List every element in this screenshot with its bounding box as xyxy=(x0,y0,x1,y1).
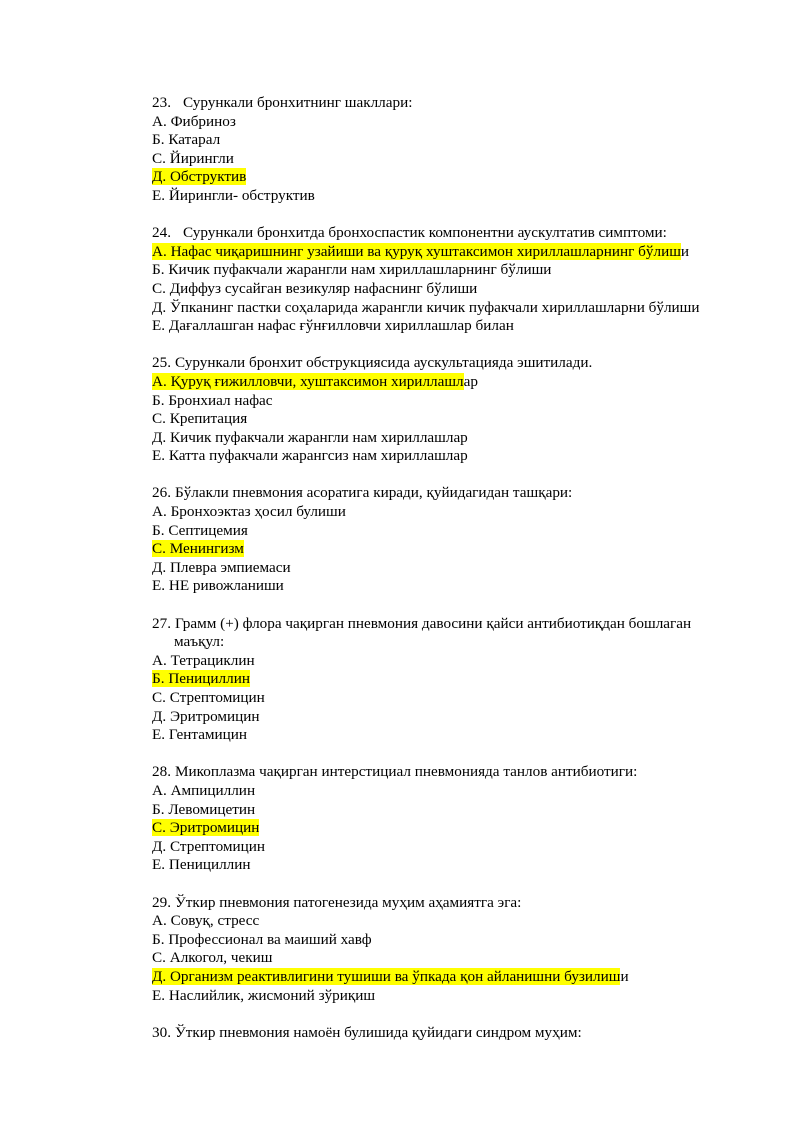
option-label: С. xyxy=(152,410,166,428)
question-number: 28. xyxy=(152,763,171,781)
option-text: Совуқ, стресс xyxy=(170,912,260,930)
answer-option xyxy=(152,689,752,708)
question-number: 25. xyxy=(152,354,171,372)
option-label: Д. xyxy=(152,967,167,985)
option-label: А. xyxy=(152,242,167,260)
question-number: 26. xyxy=(152,484,171,502)
question-number: 29. xyxy=(152,893,171,911)
option-label: С. xyxy=(152,149,166,167)
option-text: Эритромицин xyxy=(169,707,260,725)
answer-option xyxy=(152,392,752,411)
answer-option xyxy=(152,931,752,950)
option-label: Д. xyxy=(152,707,167,725)
option-label: С. xyxy=(152,279,166,297)
answer-option xyxy=(152,912,752,931)
answer-option-correct xyxy=(152,373,752,392)
option-label: С. xyxy=(152,689,166,706)
question-heading xyxy=(152,224,752,243)
question-heading xyxy=(152,615,752,634)
answer-option xyxy=(152,559,752,578)
option-text: Плевра эмпиемаси xyxy=(169,558,291,576)
answer-option xyxy=(152,726,752,745)
answer-option-correct xyxy=(152,243,752,262)
answer-option xyxy=(152,187,752,206)
option-text-tail: и xyxy=(620,967,629,985)
answer-option-correct xyxy=(152,968,752,987)
answer-option-correct xyxy=(152,540,752,559)
option-label: Е. xyxy=(152,856,166,874)
option-text: Қуруқ ғижилловчи, хуштаксимон хириллашл xyxy=(170,372,464,390)
question-block xyxy=(152,1024,752,1043)
answer-option-correct xyxy=(152,670,752,689)
answer-option-correct xyxy=(152,168,752,187)
answer-option xyxy=(152,782,752,801)
answer-option xyxy=(152,150,752,169)
option-spacer xyxy=(167,243,171,260)
answer-option xyxy=(152,261,752,280)
option-text: Организм реактивлигини тушиши ва ўпкада қон айланишни бузилиш xyxy=(169,967,621,985)
option-label: Е. xyxy=(152,186,166,204)
question-number: 30. xyxy=(152,1023,171,1041)
question-number: 24. xyxy=(152,224,171,242)
question-text: Сурункали бронхитнинг шакллари: xyxy=(182,94,413,111)
question-block xyxy=(152,94,752,206)
option-label: Б. xyxy=(152,670,165,688)
option-label: С. xyxy=(152,949,166,967)
option-text: Ўпканинг пастки соҳаларида жарангли кичик пуфакчали хириллашларни бўлиши xyxy=(169,298,700,316)
option-text: Нафас чиқаришнинг узайиши ва қуруқ хуштаксимон хириллашларнинг бўлиш xyxy=(170,242,681,260)
answer-option-correct xyxy=(152,819,752,838)
answer-option xyxy=(152,577,752,596)
option-label: А. xyxy=(152,651,167,669)
question-block xyxy=(152,224,752,336)
option-text: Стрептомицин xyxy=(169,837,266,855)
option-text: Ампициллин xyxy=(170,781,256,799)
option-label: Д. xyxy=(152,428,167,446)
answer-option xyxy=(152,838,752,857)
answer-option xyxy=(152,410,752,429)
option-text: Тетрациклин xyxy=(170,651,255,669)
option-label: Е. xyxy=(152,577,166,595)
question-block xyxy=(152,354,752,466)
option-text: Пенициллин xyxy=(168,856,251,874)
question-block xyxy=(152,894,752,1006)
question-heading xyxy=(152,484,752,503)
question-heading xyxy=(152,1024,752,1043)
question-text: Микоплазма чақирган интерстициал пневмонияда танлов антибиотиги: xyxy=(174,763,638,781)
option-text: Стрептомицин xyxy=(169,689,265,706)
option-text: Левомицетин xyxy=(168,800,256,818)
answer-option xyxy=(152,522,752,541)
answer-option xyxy=(152,113,752,132)
question-text: Грамм (+) флора чақирган пневмония давосини қайси антибиотиқдан бошлаган xyxy=(174,614,692,632)
answer-option xyxy=(152,708,752,727)
answer-option xyxy=(152,987,752,1006)
option-label: Д. xyxy=(152,168,167,186)
option-text: Септицемия xyxy=(168,521,248,539)
option-text: Эритромицин xyxy=(169,819,260,837)
question-text-continuation: маъқул: xyxy=(174,633,225,651)
option-label: Е. xyxy=(152,317,166,335)
option-text: Катарал xyxy=(168,131,221,149)
answer-option xyxy=(152,503,752,522)
option-spacer xyxy=(167,373,171,390)
option-label: А. xyxy=(152,372,167,390)
answer-option xyxy=(152,447,752,466)
option-text: Обструктив xyxy=(169,168,247,186)
option-text: Катта пуфакчали жарангсиз нам хириллашлар xyxy=(168,447,468,465)
option-label: Б. xyxy=(152,930,165,948)
option-text: Кичик пуфакчали жарангли нам хириллашлар xyxy=(169,428,468,446)
answer-option xyxy=(152,949,752,968)
option-label: Д. xyxy=(152,298,167,316)
option-text: Пенициллин xyxy=(168,670,250,688)
answer-option xyxy=(152,856,752,875)
question-block xyxy=(152,484,752,596)
answer-option xyxy=(152,317,752,336)
answer-option xyxy=(152,131,752,150)
question-text: Сурункали бронхитда бронхоспастик компонентни аускултатив симптоми: xyxy=(182,224,667,242)
option-label: А. xyxy=(152,781,167,799)
question-heading xyxy=(152,894,752,913)
option-text-tail: и xyxy=(680,242,690,260)
option-label: А. xyxy=(152,912,167,930)
question-heading xyxy=(152,354,752,373)
answer-option xyxy=(152,280,752,299)
option-label: Д. xyxy=(152,837,167,855)
question-block xyxy=(152,763,752,875)
answer-option xyxy=(152,429,752,448)
option-label: С. xyxy=(152,819,166,837)
option-text: Гентамицин xyxy=(168,726,248,744)
option-label: Е. xyxy=(152,986,166,1004)
option-text: Алкогол, чекиш xyxy=(169,949,273,967)
option-label: Е. xyxy=(152,447,166,465)
option-text: Менингизм xyxy=(169,540,244,558)
option-label: Б. xyxy=(152,261,165,279)
answer-option xyxy=(152,652,752,671)
option-label: А. xyxy=(152,112,167,130)
option-text: Кичик пуфакчали жарангли нам хириллашларнинг бўлиши xyxy=(168,261,552,279)
option-text: Бронхоэктаз ҳосил булиши xyxy=(170,503,346,521)
option-text: Наслийлик, жисмоний зўриқиш xyxy=(168,986,376,1004)
option-text: НЕ ривожланиши xyxy=(168,577,284,595)
question-text: Ўткир пневмония намоён булишида қуйидаги синдром муҳим: xyxy=(174,1023,582,1041)
question-block xyxy=(152,615,752,745)
option-label: Б. xyxy=(152,131,165,149)
option-label: Б. xyxy=(152,521,165,539)
question-number: 27. xyxy=(152,614,171,632)
answer-option xyxy=(152,299,752,318)
question-text: Сурункали бронхит обструкциясида аускультацияда эшитилади. xyxy=(174,354,593,372)
question-number: 23. xyxy=(152,94,171,111)
option-text: Крепитация xyxy=(169,410,248,428)
option-label: А. xyxy=(152,503,167,521)
option-text: Фибриноз xyxy=(170,112,236,130)
option-label: Б. xyxy=(152,391,165,409)
option-text: Профессионал ва маиший хавф xyxy=(168,930,372,948)
option-text: Йирингли- обструктив xyxy=(168,186,315,204)
option-text: Диффуз сусайган везикуляр нафаснинг бўлиши xyxy=(169,279,478,297)
option-label: Б. xyxy=(152,800,165,818)
option-text: Бронхиал нафас xyxy=(168,391,273,409)
option-text-tail: ар xyxy=(463,372,478,390)
option-label: Е. xyxy=(152,726,166,744)
question-heading xyxy=(152,94,752,113)
option-label: С. xyxy=(152,540,166,558)
question-text: Ўткир пневмония патогенезида муҳим аҳамиятга эга: xyxy=(174,893,522,911)
question-list xyxy=(152,94,752,1061)
option-label: Д. xyxy=(152,558,167,576)
question-text: Бўлакли пневмония асоратига киради, қуйидагидан ташқари: xyxy=(174,484,573,502)
answer-option xyxy=(152,801,752,820)
question-heading xyxy=(152,763,752,782)
option-text: Йирингли xyxy=(169,149,234,167)
option-text: Дағаллашган нафас ғўнғилловчи хириллашлар билан xyxy=(168,317,514,335)
